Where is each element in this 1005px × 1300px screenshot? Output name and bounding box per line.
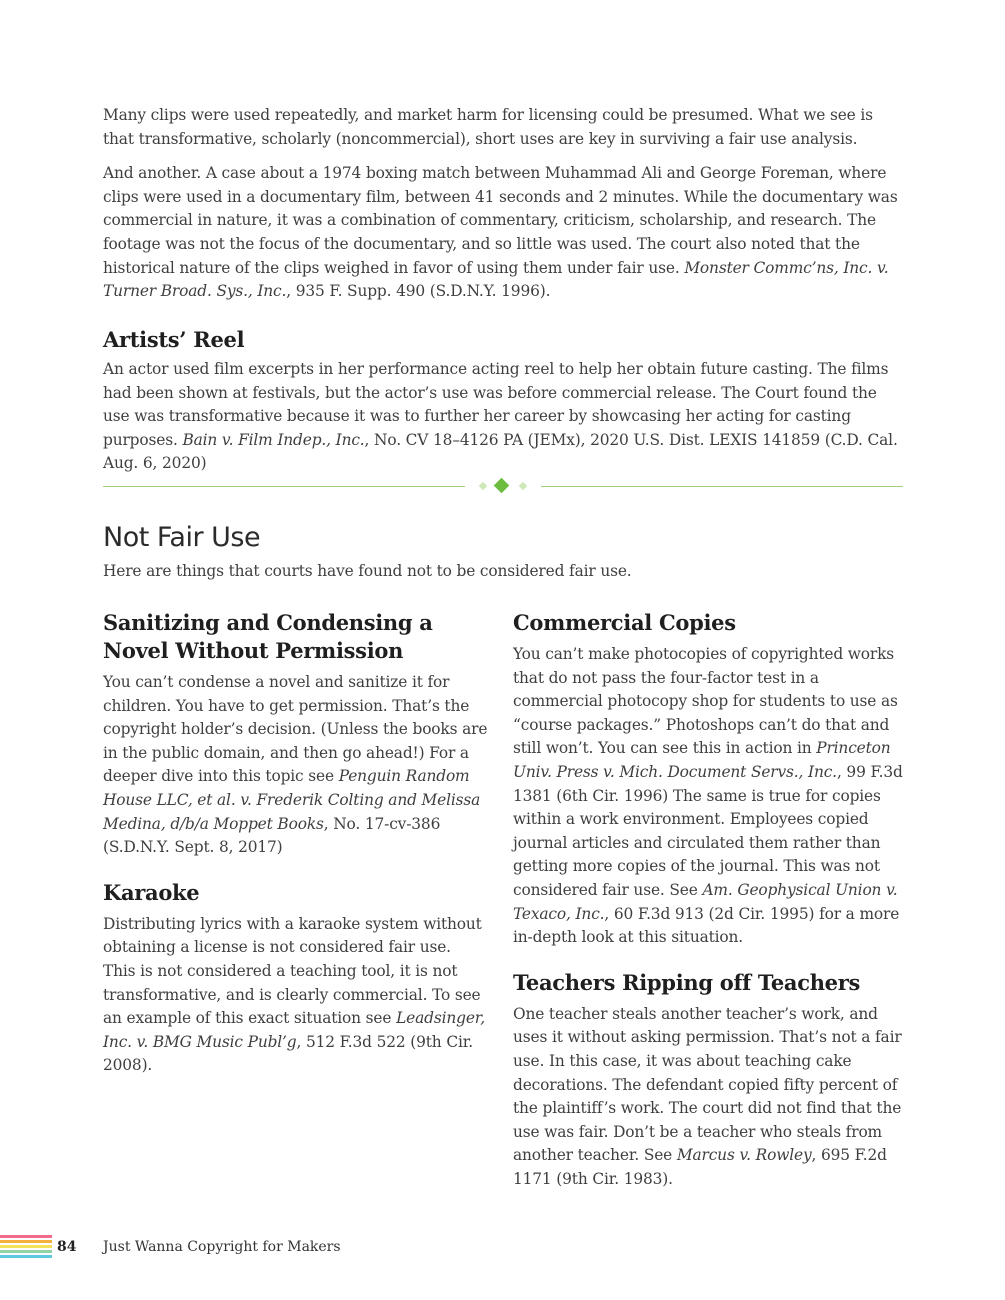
citation-details: , 60 F.3d 913 (2d Cir. 1995) for a more in-depth look at this situation. [513, 904, 900, 947]
stripe [0, 1250, 52, 1253]
case-citation: Penguin Random House LLC, et al. v. Frederik Colting and Melissa Medina, d/b/a Moppet Books [103, 767, 481, 833]
stripe [0, 1240, 52, 1243]
color-stripes-icon [0, 1232, 52, 1262]
section-heading: Sanitizing and Condensing a Novel Without Permission [103, 610, 433, 663]
chapter-intro: Here are things that courts have found not to be considered fair use. [103, 562, 632, 580]
intro-block [103, 104, 903, 304]
page-footer [0, 1232, 1005, 1262]
section-divider [103, 477, 903, 497]
case-citation: Am. Geophysical Union v. Texaco, Inc. [513, 880, 898, 923]
sanitizing-section [103, 609, 488, 860]
paragraph-text: Distributing lyrics with a karaoke system without obtaining a license is not considered fair use. This is not considered a teaching tool, it is not transformative, and is clearly commercial. To see an example of this exact situation see [103, 914, 482, 1028]
case-citation: Bain v. Film Indep., Inc. [182, 430, 365, 449]
case-citation: Monster Commc’ns, Inc. v. Turner Broad. Sys., Inc. [103, 258, 889, 301]
karaoke-section [103, 879, 488, 1078]
intro-paragraph-2 [103, 162, 903, 304]
section-body [103, 358, 903, 476]
commercial-copies-section [513, 609, 905, 950]
book-title: Just Wanna Copyright for Makers [103, 1239, 341, 1255]
section-body [513, 1003, 905, 1192]
section-body [103, 913, 488, 1078]
paragraph-text: , 99 F.3d 1381 (6th Cir. 1996) The same is true for copies within a work environment. Employees copied journal articles and circulated them rather than getting more copies of the journal. This was not considered fair use. See [513, 762, 903, 899]
citation-details: , No. CV 18–4126 PA (JEMx), 2020 U.S. Dist. LEXIS 141859 (C.D. Cal. Aug. 6, 2020) [103, 430, 898, 473]
diamond-ornament-icon [494, 478, 510, 494]
stripe [0, 1255, 52, 1258]
section-body [513, 643, 905, 950]
section-heading: Teachers Ripping off Teachers [513, 969, 861, 995]
citation-details: , 512 F.3d 522 (9th Cir. 2008). [103, 1032, 473, 1075]
paragraph-text: You can’t make photocopies of copyrighted works that do not pass the four-factor test in a commercial photocopy shop for students to use as “course packages.” Photoshops can’t do that and still won’t. You can see this in action in [513, 645, 898, 758]
right-column [513, 609, 905, 1191]
left-column [103, 609, 488, 1078]
chapter-heading: Not Fair Use [103, 522, 261, 553]
teachers-section [513, 969, 905, 1192]
paragraph-text: One teacher steals another teacher’s work, and uses it without asking permission. That’s not a fair use. In this case, it was about teaching cake decorations. The defendant copied fifty percent of the plaintiff’s work. The court did not find that the use was fair. Don’t be a teacher who steals from another teacher. See [513, 1004, 902, 1165]
divider-line-left [103, 486, 465, 487]
diamond-ornament-icon [479, 482, 487, 490]
artists-reel-section [103, 326, 903, 476]
section-heading: Commercial Copies [513, 610, 736, 635]
case-citation: Marcus v. Rowley [676, 1146, 812, 1165]
case-citation: Princeton Univ. Press v. Mich. Document Servs., Inc. [513, 739, 891, 781]
section-heading: Artists’ Reel [103, 327, 245, 352]
section-body [103, 671, 488, 860]
diamond-ornament-icon [519, 482, 527, 490]
paragraph-text: An actor used film excerpts in her performance acting reel to help her obtain future casting. The films had been shown at festivals, but the actor’s use was before commercial release. The Court found the use was transformative because it was to further her career by showcasing her acting for casting purposes. [103, 360, 889, 449]
not-fair-use-header [103, 521, 903, 584]
stripe [0, 1235, 52, 1238]
paragraph-text: And another. A case about a 1974 boxing match between Muhammad Ali and George Foreman, where clips were used in a documentary film, between 41 seconds and 2 minutes. While the documentary was commercial in nature, it was a combination of commentary, criticism, scholarship, and research. The footage was not the focus of the documentary, and so little was used. The court also noted that the historical nature of the clips weighed in favor of using them under fair use. [103, 164, 898, 277]
divider-line-right [541, 486, 903, 487]
intro-paragraph-1: Many clips were used repeatedly, and market harm for licensing could be presumed. What we see is that transformative, scholarly (noncommercial), short uses are key in surviving a fair use analysis. [103, 106, 873, 148]
citation-details: , No. 17-cv-386 (S.D.N.Y. Sept. 8, 2017) [103, 814, 441, 857]
paragraph-text: You can’t condense a novel and sanitize it for children. You have to get permission. That’s the copyright holder’s decision. (Unless the books are in the public domain, and then go ahead!) For a deeper dive into this topic see [103, 673, 488, 786]
section-heading: Karaoke [103, 879, 200, 905]
stripe [0, 1245, 52, 1248]
citation-details: , 935 F. Supp. 490 (S.D.N.Y. 1996). [286, 282, 551, 301]
page-number: 84 [57, 1239, 77, 1255]
citation-details: , 695 F.2d 1171 (9th Cir. 1983). [513, 1146, 887, 1188]
case-citation: Leadsinger, Inc. v. BMG Music Publ’g [103, 1009, 486, 1051]
